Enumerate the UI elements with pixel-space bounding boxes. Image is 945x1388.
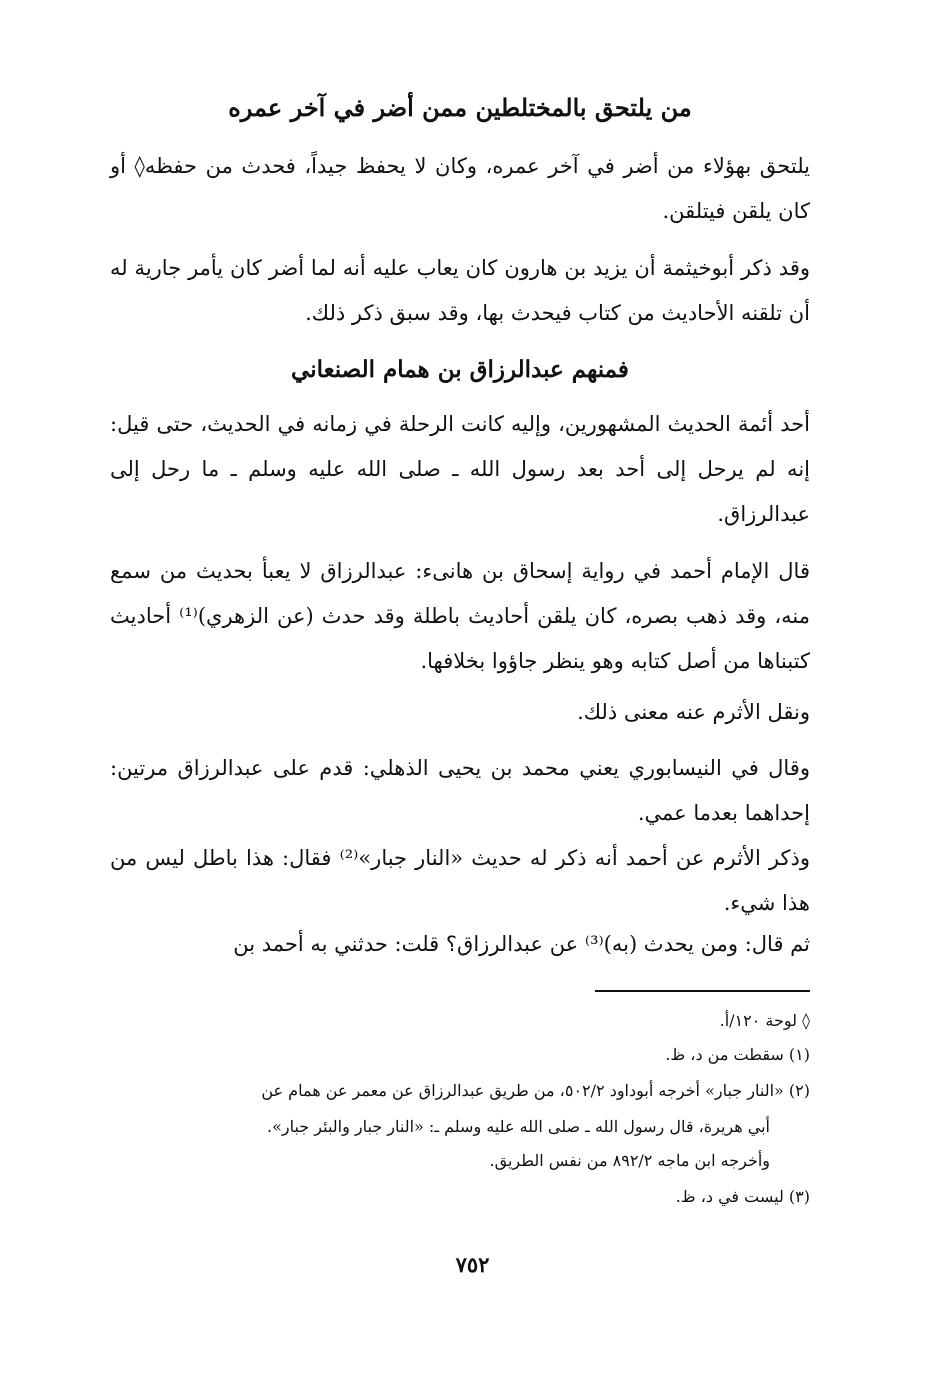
paragraph-naysaburi: وقال في النيسابوري يعني محمد بن يحيى الذهلي: قدم على عبدالرزاق مرتين: إحداهما بعدما عمي. [110,756,810,825]
paragraph-yazid: وقد ذكر أبوخيثمة أن يزيد بن هارون كان يعاب عليه أنه لما أضر كان يأمر جارية له أن تلقنه الأحاديث من كتاب فيحدث بها، وقد سبق ذكر ذلك. [110,256,810,325]
footnote-2-line2: أبي هريرة، قال رسول الله ـ صلى الله عليه وسلم ـ: «النار جبار والبئر جبار». [267,1117,770,1136]
paragraph-abdulrazzaq: أحد أئمة الحديث المشهورين، وإليه كانت الرحلة في زمانه في الحديث، حتى قيل: إنه لم يرحل إلى أحد بعد رسول الله ـ صلى الله عليه وسلم ـ ما رحل إلى عبدالرزاق. [110,412,810,526]
paragraph-nar-jabbar: وذكر الأثرم عن أحمد أنه ذكر له حديث «النار جبار»⁽²⁾ فقال: هذا باطل ليس من هذا شيء. [110,846,810,915]
footnote-3: (٣) ليست في د، ظ. [675,1187,810,1206]
footnote-2-line1: (٢) «النار جبار» أخرجه أبوداود ٥٠٢/٢، من طريق عبدالرزاق عن معمر عن همام عن [261,1081,810,1100]
paragraph-intro: يلتحق بهؤلاء من أضر في آخر عمره، وكان لا يحفظ جيداً، فحدث من حفظه◊ أو كان يلقن فيتلقن. [110,154,810,223]
subsection-heading: فمنهم عبدالرزاق بن همام الصنعاني [291,356,629,383]
page-number: ٧٥٢ [455,1252,490,1277]
paragraph-ahmad: قال الإمام أحمد في رواية إسحاق بن هانىء: عبدالرزاق لا يعبأ بحديث من سمع منه، وقد ذهب بصره، كان يلقن أحاديث باطلة وقد حدث (عن الزهري)⁽¹⁾ أحاديث كتبناها من أصل كتابه وهو ينظر جاؤوا بخلافها. [110,559,810,673]
footnote-1: (١) سقطت من د، ظ. [665,1045,810,1064]
paragraph-athram: ونقل الأثرم عنه معنى ذلك. [577,700,810,724]
footnote-lawha: ◊ لوحة ١٢٠/أ. [719,1011,810,1030]
footnote-2-line3: وأخرجه ابن ماجه ٨٩٢/٢ من نفس الطريق. [489,1151,770,1170]
footnote-separator [595,990,810,992]
section-heading: من يلتحق بالمختلطين ممن أضر في آخر عمره [228,93,692,122]
paragraph-continuation: ثم قال: ومن يحدث (به)⁽³⁾ عن عبدالرزاق؟ قلت: حدثني به أحمد بن [233,932,810,956]
